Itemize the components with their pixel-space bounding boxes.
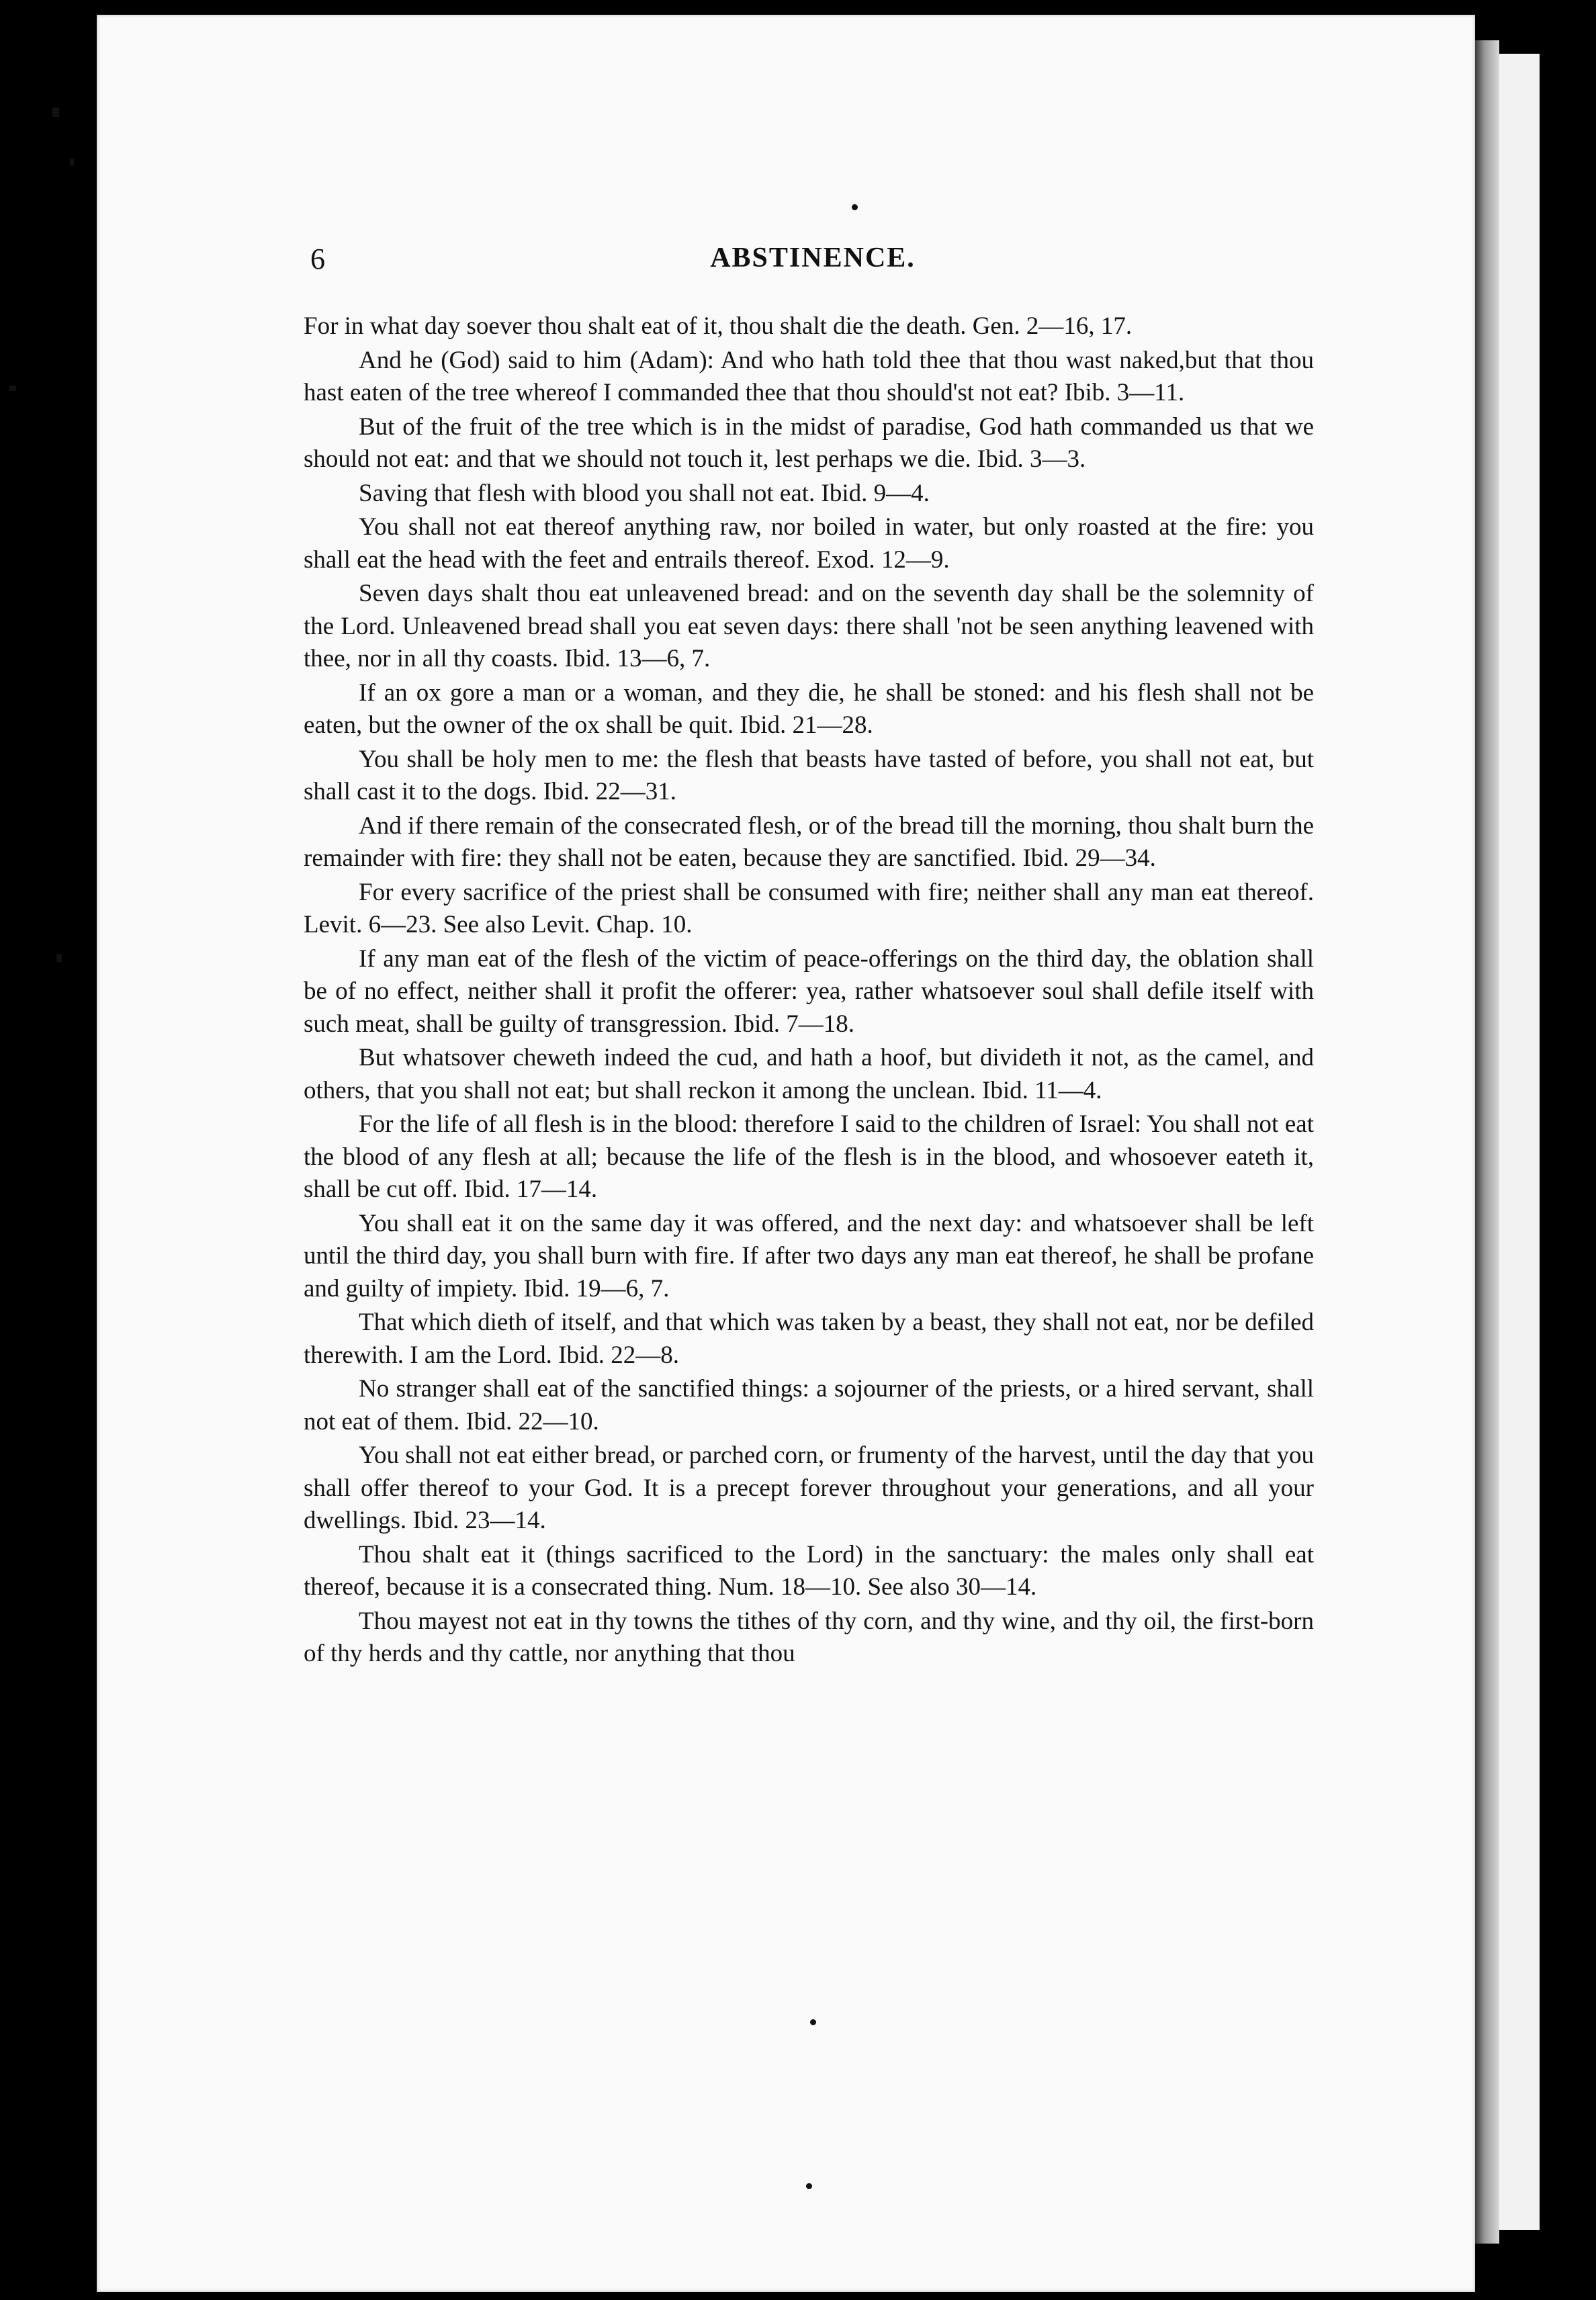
next-page-edge — [1499, 54, 1540, 2230]
page-edge-shadow — [1475, 40, 1499, 2244]
paragraph: And if there remain of the consecrated flesh, or of the bread till the morning, thou shalt burn the remainder with fire: they shall not be eaten, because they are sanctified. Ibid. 29—34. — [304, 811, 1314, 872]
paragraph: If any man eat of the flesh of the victim of peace-offerings on the third day, the oblation shall be of no effect, neither shall it profit the offerer: yea, rather whatsoever soul shall defile itself with such meat, shall be guilty of transgression. Ibid. 7—18. — [304, 944, 1314, 1038]
paragraph: For in what day soever thou shalt eat of it, thou shalt die the death. Gen. 2—16, 17. — [304, 312, 1133, 340]
running-title: ABSTINENCE. — [710, 242, 916, 273]
page-number: 6 — [310, 242, 325, 275]
paragraph: You shall not eat either bread, or parched corn, or frumenty of the harvest, until the day that you shall offer thereof to your God. It is a precept forever throughout your generations, and all your dwellings. Ibid. 23—14. — [304, 1442, 1314, 1534]
paragraph: If an ox gore a man or a woman, and they die, he shall be stoned: and his flesh shall not be eaten, but the owner of the ox shall be quit. Ibid. 21—28. — [304, 678, 1314, 739]
paragraph: For the life of all flesh is in the blood: therefore I said to the children of Israel: You shall not eat the blood of any flesh at all; because the life of the flesh is in the blood, and whosoever eateth it, shall be cut off. Ibid. 17—14. — [304, 1110, 1314, 1203]
paragraph: You shall eat it on the same day it was offered, and the next day: and whatsoever shall be left until the third day, you shall burn with fire. If after two days any man eat thereof, he shall be profane and guilty of impiety. Ibid. 19—6, 7. — [304, 1209, 1314, 1302]
paragraph: For every sacrifice of the priest shall be consumed with fire; neither shall any man eat thereof. Levit. 6—23. See also Levit. Chap. 10. — [304, 878, 1314, 938]
paragraph: Seven days shalt thou eat unleavened bread: and on the seventh day shall be the solemnity of the Lord. Unleavened bread shall you eat seven days: there shall 'not be seen anything leavened with thee, nor in all thy coasts. Ibid. 13—6, 7. — [304, 580, 1314, 672]
scan-speck — [806, 2183, 812, 2189]
paragraph: Thou mayest not eat in thy towns the tithes of thy corn, and thy wine, and thy oil, the first-born of thy herds and thy cattle, nor anything that thou — [304, 1607, 1314, 1667]
paragraph: Thou shalt eat it (things sacrificed to the Lord) in the sanctuary: the males only shall eat thereof, because it is a consecrated thing. Num. 18—10. See also 30—14. — [304, 1540, 1314, 1601]
scan-speck — [56, 954, 62, 962]
paragraph: You shall be holy men to me: the flesh that beasts have tasted of before, you shall not eat, but shall cast it to the dogs. Ibid. 22—31. — [304, 745, 1314, 805]
paragraph: Saving that flesh with blood you shall not eat. Ibid. 9—4. — [359, 479, 930, 507]
paragraph: That which dieth of itself, and that which was taken by a beast, they shall not eat, nor be defiled therewith. I am the Lord. Ibid. 22—8. — [304, 1309, 1314, 1369]
scan-speck — [9, 386, 16, 391]
scan-speck — [70, 159, 74, 165]
paragraph: And he (God) said to him (Adam): And who hath told thee that thou wast naked,but that thou hast eaten of the tree whereof I commanded thee that thou should'st not eat? Ibib. 3—11. — [304, 346, 1314, 406]
body-text — [304, 310, 1314, 1671]
paragraph: No stranger shall eat of the sanctified things: a sojourner of the priests, or a hired servant, shall not eat of them. Ibid. 22—10. — [304, 1375, 1314, 1435]
paragraph: But whatsover cheweth indeed the cud, and hath a hoof, but divideth it not, as the camel, and others, that you shall not eat; but shall reckon it among the unclean. Ibid. 11—4. — [304, 1044, 1314, 1104]
page-header — [310, 242, 1315, 282]
scan-speck — [852, 204, 858, 210]
scan-speck — [810, 2019, 816, 2025]
paragraph: But of the fruit of the tree which is in the midst of paradise, God hath commanded us that we should not eat: and that we should not touch it, lest perhaps we die. Ibid. 3—3. — [304, 412, 1314, 473]
scan-speck — [52, 107, 59, 117]
paragraph: You shall not eat thereof anything raw, nor boiled in water, but only roasted at the fire: you shall eat the head with the feet and entrails thereof. Exod. 12—9. — [304, 513, 1314, 574]
